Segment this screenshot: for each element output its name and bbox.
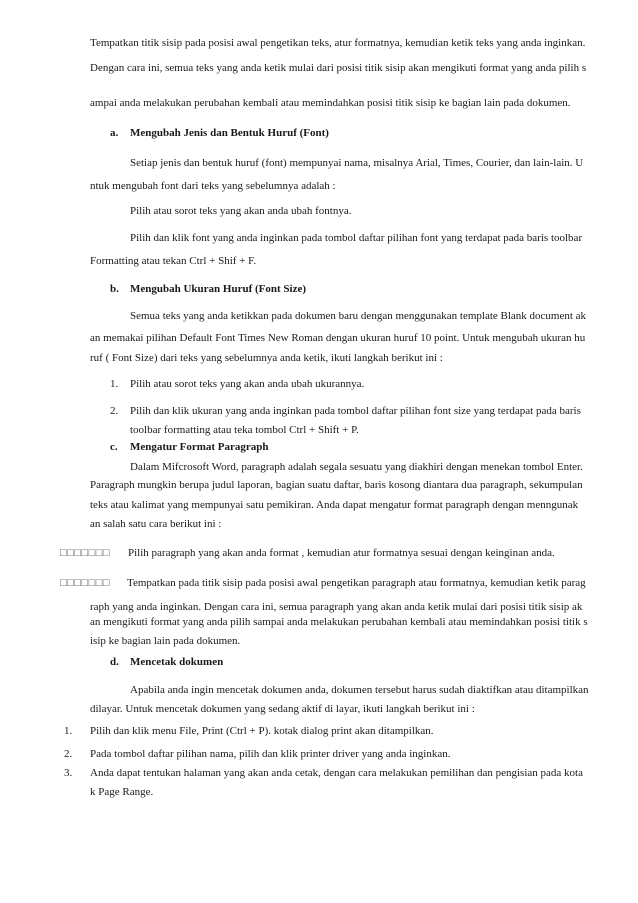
section-c-bullet-2-line-2: raph yang anda inginkan. Dengan cara ini, semua paragraph yang akan anda ketik mulai dari posisi titik sisip ak [90, 601, 583, 613]
section-d-step-3-line-1: Anda dapat tentukan halaman yang akan anda cetak, dengan cara melakukan pemilihan dan pengisian pada kota [90, 767, 583, 779]
section-b-item-2-line-2: toolbar formatting atau teka tombol Ctrl + Shift + P. [130, 424, 359, 436]
section-c-paragraph-line-2: Paragraph mungkin berupa judul laporan, bagian suatu daftar, baris kosong diantara dua paragraph, sekumpulan [90, 479, 583, 491]
section-b-paragraph-line-3: ruf ( Font Size) dari teks yang sebelumnya anda ketik, ikuti langkah berikut ini : [90, 352, 443, 364]
section-c-heading: Mengatur Format Paragraph [130, 441, 269, 453]
section-b-item-1: Pilih atau sorot teks yang akan anda ubah ukurannya. [130, 378, 365, 390]
section-d-paragraph-line-2: dilayar. Untuk mencetak dokumen yang sedang aktif di layar, ikuti langkah berikut ini : [90, 703, 475, 715]
section-d-step-1-number: 1. [64, 725, 73, 737]
section-c-paragraph-line-1: Dalam Mifcrosoft Word, paragraph adalah segala sesuatu yang diakhiri dengan menekan tombol Enter. [130, 461, 583, 473]
section-a-marker: a. [110, 127, 119, 139]
intro-line-2: Dengan cara ini, semua teks yang anda ketik mulai dari posisi titik sisip akan mengikuti format yang anda pilih s [90, 62, 587, 74]
missing-bullet-glyphs: □□□□□□□ [60, 547, 111, 559]
section-b-heading: Mengubah Ukuran Huruf (Font Size) [130, 283, 307, 295]
section-b-paragraph-line-1: Semua teks yang anda ketikkan pada dokumen baru dengan menggunakan template Blank document ak [130, 310, 587, 322]
section-a-paragraph-line-2: ntuk mengubah font dari teks yang sebelumnya adalah : [90, 180, 336, 192]
missing-bullet-glyphs: □□□□□□□ [60, 577, 111, 589]
section-b-item-2-line-1: Pilih dan klik ukuran yang anda inginkan pada tombol daftar pilihan font size yang terdapat pada baris [130, 405, 581, 417]
section-a-paragraph-line-1: Setiap jenis dan bentuk huruf (font) mempunyai nama, misalnya Arial, Times, Courier, dan lain-lain. U [130, 157, 584, 169]
section-c-bullet-1: Pilih paragraph yang akan anda format , kemudian atur formatnya sesuai dengan keinginan anda. [128, 547, 555, 559]
section-c-marker: c. [110, 441, 118, 453]
section-d-step-3-line-2: k Page Range. [90, 786, 154, 798]
section-d-paragraph-line-1: Apabila anda ingin mencetak dokumen anda, dokumen tersebut harus sudah diaktifkan atau ditampilkan [130, 684, 589, 696]
section-c-bullet-2-line-3: an mengikuti format yang anda pilih sampai anda melakukan perubahan kembali atau memindahkan posisi titik s [90, 616, 588, 628]
section-b-item-2-number: 2. [110, 405, 119, 417]
section-c-bullet-2-line-4: isip ke bagian lain pada dokumen. [90, 635, 241, 647]
intro-line-1: Tempatkan titik sisip pada posisi awal pengetikan teks, atur formatnya, kemudian ketik teks yang anda inginkan. [90, 37, 586, 49]
section-b-marker: b. [110, 283, 119, 295]
section-b-paragraph-line-2: an memakai pilihan Default Font Times New Roman dengan ukuran huruf 10 point. Untuk mengubah ukuran hu [90, 332, 586, 344]
intro-line-3: ampai anda melakukan perubahan kembali atau memindahkan posisi titik sisip ke bagian lain pada dokumen. [90, 97, 571, 109]
section-d-step-3-number: 3. [64, 767, 73, 779]
section-d-step-2-number: 2. [64, 748, 73, 760]
section-a-heading: Mengubah Jenis dan Bentuk Huruf (Font) [130, 127, 329, 139]
section-d-step-1: Pilih dan klik menu File, Print (Ctrl + P). kotak dialog print akan ditampilkan. [90, 725, 434, 737]
section-a-step-2-line-2: Formatting atau tekan Ctrl + Shif + F. [90, 255, 257, 267]
section-c-paragraph-line-3: teks atau kalimat yang mempunyai satu pemikiran. Anda dapat mengatur format paragraph dengan menngunak [90, 499, 579, 511]
section-d-heading: Mencetak dokumen [130, 656, 224, 668]
section-b-item-1-number: 1. [110, 378, 119, 390]
section-c-bullet-2-line-1: Tempatkan pada titik sisip pada posisi awal pengetikan paragraph atau formatnya, kemudian ketik parag [127, 577, 586, 589]
section-d-marker: d. [110, 656, 119, 668]
section-a-step-2-line-1: Pilih dan klik font yang anda inginkan pada tombol daftar pilihan font yang terdapat pada baris toolbar [130, 232, 583, 244]
section-a-step-1: Pilih atau sorot teks yang akan anda ubah fontnya. [130, 205, 352, 217]
section-d-step-2: Pada tombol daftar pilihan nama, pilih dan klik printer driver yang anda inginkan. [90, 748, 451, 760]
section-c-paragraph-line-4: an salah satu cara berikut ini : [90, 518, 222, 530]
